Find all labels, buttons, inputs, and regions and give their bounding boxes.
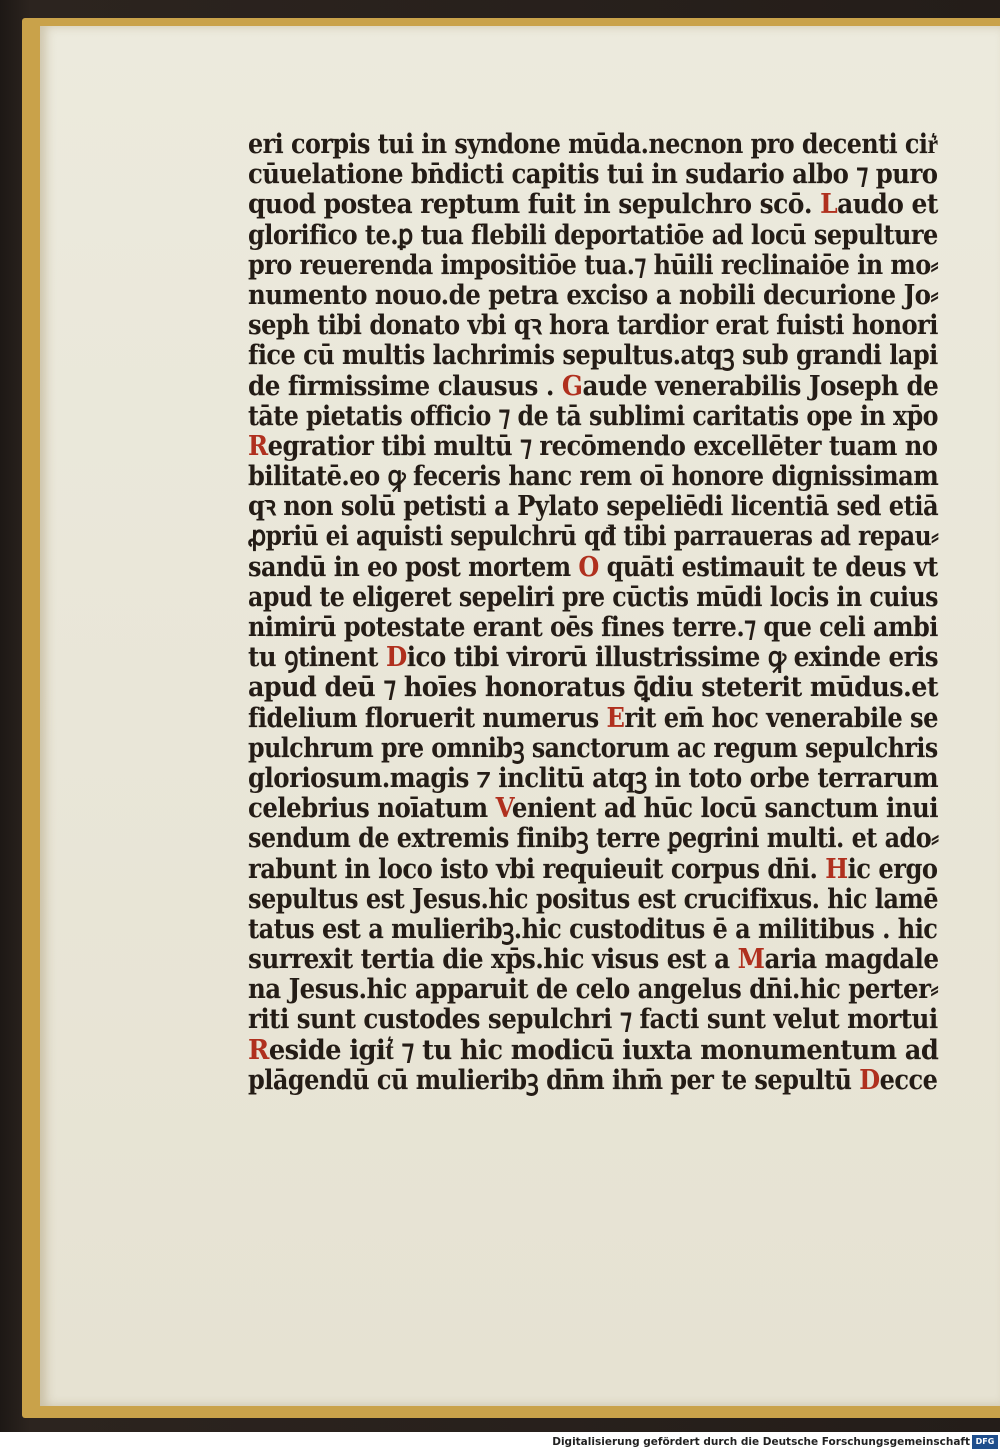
rubricated-initial: D	[385, 642, 407, 674]
rubricated-initial: R	[248, 1034, 269, 1066]
line-text: na Jesus.hic apparuit de celo angelus dn̄i.hic perter⸗	[248, 974, 939, 1006]
text-line	[248, 672, 939, 704]
line-text: apud te eligeret sepeliri pre cūctis mūdi locis in cuius	[248, 581, 938, 613]
text-line	[248, 702, 938, 734]
text-block	[248, 130, 948, 1096]
text-line	[248, 129, 938, 160]
line-text: pulchrum pre omnibꝫ sanctorum ac regum sepulchris	[248, 732, 938, 764]
rubricated-initial: R	[248, 430, 268, 462]
text-line	[248, 159, 938, 191]
line-text: apud deū ⁊ hoīes honoratus ꝗ̄diu steterit mūdus.et	[248, 672, 939, 704]
line-text: ic ergo	[847, 853, 938, 885]
line-text: gloriosum.magis ⁊ inclitū atqꝫ in toto orbe terrarum	[248, 762, 939, 794]
line-text: rabunt in loco isto vbi requieuit corpus dn̄i.	[248, 853, 826, 885]
line-text: ꝓpriū ei aquisti sepulchrū qđ tibi parraueras ad repau⸗	[248, 521, 939, 553]
line-text: numento nouo.de petra exciso a nobili decurione Jo⸗	[248, 279, 939, 311]
text-line	[248, 249, 939, 281]
line-text: plāgendū cū mulieribꝫ dn̄m ihm̄ per te sepultū	[248, 1064, 860, 1096]
text-line	[248, 1064, 938, 1096]
text-line	[248, 823, 939, 855]
line-text: pro reuerenda impositiōe tua.⁊ hūili reclinaiōe in mo⸗	[248, 249, 939, 281]
rubricated-initial: G	[561, 370, 583, 402]
line-text: aude venerabilis Joseph de	[582, 370, 939, 402]
line-text: eside igit͛ ⁊ tu hic modicū iuxta monumentum ad	[268, 1034, 939, 1066]
rubricated-initial: O	[578, 551, 599, 583]
text-line	[248, 340, 938, 372]
line-text: sandū in eo post mortem	[248, 551, 579, 583]
text-line	[248, 642, 939, 674]
text-line	[248, 370, 939, 402]
text-line	[248, 310, 938, 342]
line-text: de firmissime clausus .	[248, 370, 562, 402]
line-text: egratior tibi multū ⁊ recōmendo excellēter tuam no	[267, 430, 938, 462]
rubricated-initial: D	[859, 1064, 880, 1096]
text-line	[248, 913, 938, 945]
text-line	[248, 612, 938, 643]
text-line	[248, 461, 939, 493]
line-text: seph tibi donato vbi qꝛ hora tardior erat fuisti honori	[248, 310, 938, 342]
rubricated-initial: V	[495, 793, 512, 825]
line-text: ico tibi virorū illustrissime ꝙ exinde eris	[406, 642, 939, 674]
rubricated-initial: H	[825, 853, 848, 885]
rubricated-initial: M	[737, 944, 765, 976]
text-line	[248, 762, 939, 794]
dfg-logo: DFG	[972, 1435, 998, 1449]
line-text: rit em̄ hoc venerabile se	[624, 702, 938, 734]
rubricated-initial: L	[820, 189, 838, 221]
line-text: ecce	[879, 1064, 938, 1096]
line-text: audo et	[837, 189, 938, 221]
digitization-credit: Digitalisierung gefördert durch die Deutsche Forschungsgemeinschaft	[552, 1436, 970, 1448]
text-line	[248, 430, 938, 462]
text-line	[248, 944, 939, 976]
text-line	[248, 1034, 939, 1066]
text-line	[248, 521, 939, 553]
text-line	[248, 491, 939, 523]
text-line	[248, 279, 939, 311]
text-line	[248, 883, 939, 915]
text-line	[248, 581, 938, 613]
line-text: sepultus est Jesus.hic positus est crucifixus. hic lamē	[248, 883, 939, 915]
line-text: nimirū potestate erant oēs fines terre.⁊ que celi ambi	[248, 612, 938, 643]
line-text: cūuelatione bn̄dicti capitis tui in sudario albo ⁊ puro	[248, 159, 938, 191]
text-line	[248, 1004, 938, 1036]
line-text: quod postea reptum fuit in sepulchro scō.	[248, 189, 821, 221]
line-text: quāti estimauit te deus vt	[598, 551, 938, 583]
line-text: fice cū multis lachrimis sepultus.atqꝫ sub grandi lapi	[248, 340, 938, 372]
text-line	[248, 400, 939, 432]
text-line	[248, 974, 939, 1006]
text-line	[248, 793, 938, 825]
line-text: eri corpis tui in syndone mūda.necnon pro decenti cir͛	[248, 129, 938, 160]
text-line	[248, 732, 938, 764]
line-text: enient ad hūc locū sanctum inui	[511, 793, 938, 825]
text-line	[248, 189, 938, 221]
text-line	[248, 551, 938, 583]
line-text: tāte pietatis officio ⁊ de tā sublimi caritatis ope in xp̄o	[248, 400, 939, 432]
line-text: tatus est a mulieribꝫ.hic custoditus ē a militibus . hic	[248, 913, 938, 945]
text-line	[248, 853, 938, 885]
line-text: riti sunt custodes sepulchri ⁊ facti sunt velut mortui	[248, 1004, 938, 1036]
line-text: glorifico te.ꝑ tua flebili deportatiōe ad locū sepulture	[248, 219, 938, 251]
line-text: surrexit tertia die xp̄s.hic visus est a	[248, 944, 738, 976]
line-text: fidelium floruerit numerus	[248, 702, 607, 734]
line-text: tu ꝯtinent	[248, 642, 386, 674]
rubricated-initial: E	[606, 702, 625, 734]
line-text: bilitatē.eo ꝙ feceris hanc rem oī honore dignissimam	[248, 461, 939, 493]
text-line	[248, 219, 938, 251]
line-text: sendum de extremis finibꝫ terre ꝑegrini multi. et ado⸗	[248, 823, 939, 855]
line-text: celebrius noīatum	[248, 793, 496, 825]
line-text: qꝛ non solū petisti a Pylato sepeliēdi licentiā sed etiā	[248, 491, 939, 523]
line-text: aria magdale	[764, 944, 939, 976]
